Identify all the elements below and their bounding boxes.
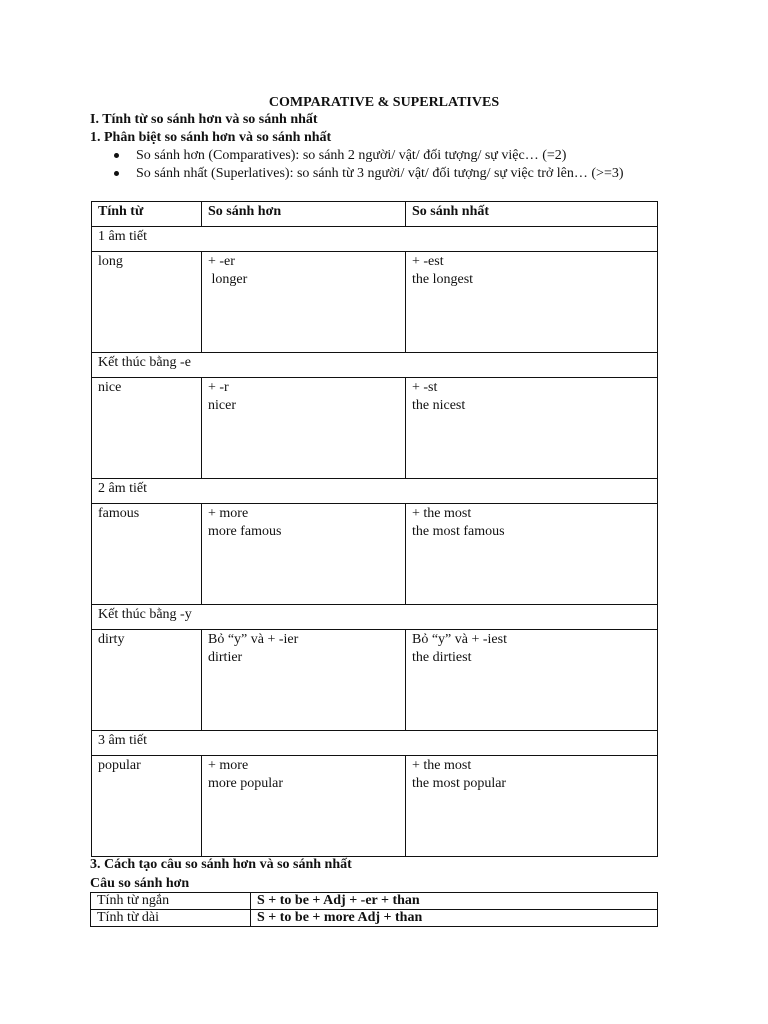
section-heading: I. Tính từ so sánh hơn và so sánh nhất bbox=[90, 112, 318, 127]
adjective-type-cell: Tính từ dài bbox=[91, 910, 251, 927]
adjective-cell: dirty bbox=[92, 630, 202, 731]
bullet-list bbox=[112, 147, 624, 183]
comparison-table bbox=[91, 201, 658, 857]
formula-cell: S + to be + more Adj + than bbox=[251, 910, 658, 927]
superlative-cell: + the most the most popular bbox=[406, 756, 658, 857]
header-adjective: Tính từ bbox=[92, 202, 202, 227]
header-comparative: So sánh hơn bbox=[202, 202, 406, 227]
superlative-cell: Bỏ “y” và + -iest the dirtiest bbox=[406, 630, 658, 731]
superlative-cell: + -est the longest bbox=[406, 252, 658, 353]
section-heading: 3. Cách tạo câu so sánh hơn và so sánh nhất bbox=[90, 857, 352, 872]
comparative-cell: + -er longer bbox=[202, 252, 406, 353]
bullet-item: So sánh hơn (Comparatives): so sánh 2 người/ vật/ đối tượng/ sự việc… (=2) bbox=[112, 147, 624, 165]
header-superlative: So sánh nhất bbox=[406, 202, 658, 227]
formula-table bbox=[90, 892, 658, 927]
group-label: 3 âm tiết bbox=[92, 731, 658, 756]
group-label: Kết thúc bằng -y bbox=[92, 605, 658, 630]
subsection-heading: Câu so sánh hơn bbox=[90, 876, 190, 891]
group-label: Kết thúc bằng -e bbox=[92, 353, 658, 378]
formula-cell: S + to be + Adj + -er + than bbox=[251, 893, 658, 910]
adjective-cell: long bbox=[92, 252, 202, 353]
comparative-cell: + -r nicer bbox=[202, 378, 406, 479]
subsection-heading: 1. Phân biệt so sánh hơn và so sánh nhất bbox=[90, 130, 332, 145]
comparative-cell: + more more famous bbox=[202, 504, 406, 605]
adjective-cell: nice bbox=[92, 378, 202, 479]
document-title: COMPARATIVE & SUPERLATIVES bbox=[268, 95, 500, 110]
superlative-cell: + -st the nicest bbox=[406, 378, 658, 479]
bullet-item: So sánh nhất (Superlatives): so sánh từ 3 người/ vật/ đối tượng/ sự việc trở lên… (>=3) bbox=[112, 165, 624, 183]
group-label: 2 âm tiết bbox=[92, 479, 658, 504]
comparative-cell: + more more popular bbox=[202, 756, 406, 857]
comparative-cell: Bỏ “y” và + -ier dirtier bbox=[202, 630, 406, 731]
adjective-type-cell: Tính từ ngắn bbox=[91, 893, 251, 910]
adjective-cell: famous bbox=[92, 504, 202, 605]
superlative-cell: + the most the most famous bbox=[406, 504, 658, 605]
group-label: 1 âm tiết bbox=[92, 227, 658, 252]
adjective-cell: popular bbox=[92, 756, 202, 857]
